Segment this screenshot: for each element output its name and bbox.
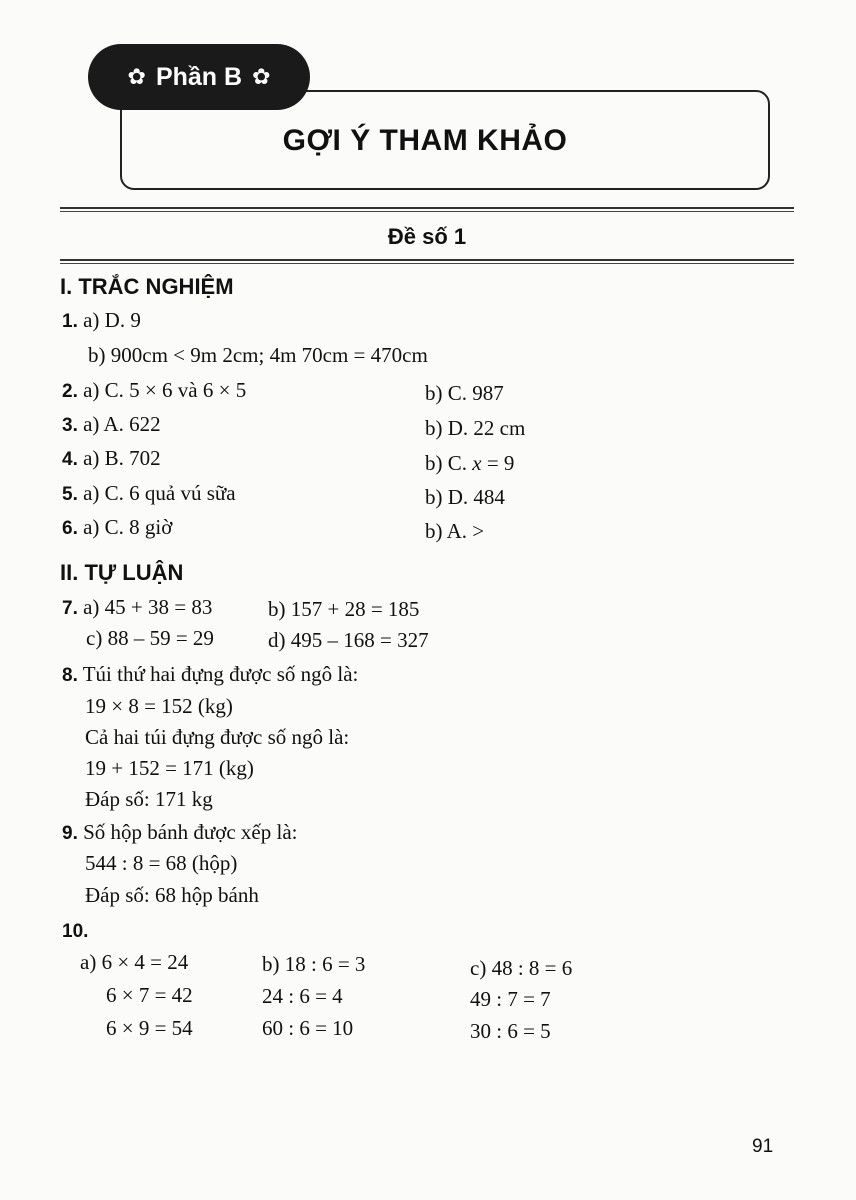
- calc-line: b) 18 : 6 = 3: [262, 952, 366, 976]
- section-heading: II. TỰ LUẬN: [60, 560, 184, 585]
- part-badge: [88, 44, 310, 110]
- answer-line: b) D. 484: [425, 485, 505, 509]
- answer-text: a) B. 702: [83, 446, 161, 470]
- answer-line: 19 × 8 = 152 (kg): [85, 694, 233, 718]
- exam-title: Đề số 1: [387, 224, 467, 249]
- question-number: 4.: [62, 449, 78, 470]
- answer-line: [62, 662, 358, 687]
- answer-line: [62, 820, 297, 845]
- question-number: 6.: [62, 518, 78, 539]
- calc-line: 49 : 7 = 7: [470, 987, 551, 1011]
- calc-line: 24 : 6 = 4: [262, 984, 343, 1008]
- answer-text: Túi thứ hai đựng được số ngô là:: [82, 662, 359, 686]
- calc-line: a) 6 × 4 = 24: [80, 950, 189, 974]
- question-number-line: [62, 918, 88, 943]
- answer-line: b) D. 22 cm: [425, 416, 526, 440]
- answer-line: [62, 412, 161, 437]
- answer-line: b) 157 + 28 = 185: [268, 597, 420, 621]
- answer-text: a) C. 8 giờ: [83, 515, 173, 539]
- answer-line: 19 + 152 = 171 (kg): [85, 756, 254, 780]
- calc-line: 30 : 6 = 5: [470, 1019, 551, 1043]
- question-number: 5.: [62, 484, 78, 505]
- answer-line: 544 : 8 = 68 (hộp): [85, 851, 238, 875]
- flower-icon: ✿: [252, 64, 271, 89]
- question-number: 3.: [62, 415, 78, 436]
- answer-line: Đáp số: 68 hộp bánh: [85, 883, 259, 907]
- answer-text: Số hộp bánh được xếp là:: [83, 820, 298, 844]
- divider: [60, 207, 794, 209]
- divider: [60, 259, 794, 261]
- question-number: 10.: [62, 921, 89, 942]
- answer-text: a) A. 622: [83, 412, 161, 436]
- answer-line: [62, 446, 161, 471]
- answer-text: a) C. 5 × 6 và 6 × 5: [83, 378, 247, 402]
- page-number: 91: [752, 1136, 774, 1157]
- answer-line: [62, 481, 236, 506]
- question-number: 1.: [62, 311, 78, 332]
- calc-line: c) 48 : 8 = 6: [470, 956, 573, 980]
- question-number: 8.: [62, 665, 78, 686]
- page-title: GỢI Ý THAM KHẢO: [282, 124, 568, 157]
- divider: [60, 211, 794, 212]
- answer-line: c) 88 – 59 = 29: [86, 626, 214, 650]
- answer-line: b) C. 987: [425, 381, 504, 405]
- variable: x: [472, 451, 482, 475]
- answer-text: = 9: [481, 451, 515, 475]
- question-number: 2.: [62, 381, 78, 402]
- answer-text: b) C.: [425, 451, 473, 475]
- divider: [60, 263, 794, 264]
- calc-line: 60 : 6 = 10: [262, 1016, 354, 1040]
- answer-line: b) A. >: [425, 519, 485, 543]
- answer-line: [62, 595, 212, 620]
- calc-line: 6 × 7 = 42: [106, 983, 193, 1007]
- answer-line: [62, 308, 141, 333]
- answer-text: a) 45 + 38 = 83: [83, 595, 213, 619]
- flower-icon: ✿: [127, 64, 146, 89]
- question-number: 7.: [62, 598, 78, 619]
- answer-line: [62, 515, 172, 540]
- calc-line: 6 × 9 = 54: [106, 1016, 193, 1040]
- answer-line: Cả hai túi đựng được số ngô là:: [85, 725, 350, 749]
- answer-text: a) D. 9: [83, 308, 141, 332]
- part-label: Phần B: [155, 62, 243, 91]
- answer-line: [425, 451, 514, 476]
- answer-line: [62, 378, 246, 403]
- section-heading: I. TRẮC NGHIỆM: [60, 274, 234, 299]
- answer-line: d) 495 – 168 = 327: [268, 628, 429, 652]
- answer-line: Đáp số: 171 kg: [85, 787, 213, 811]
- question-number: 9.: [62, 823, 78, 844]
- answer-text: a) C. 6 quả vú sữa: [83, 481, 236, 505]
- answer-line: b) 900cm < 9m 2cm; 4m 70cm = 470cm: [88, 343, 428, 367]
